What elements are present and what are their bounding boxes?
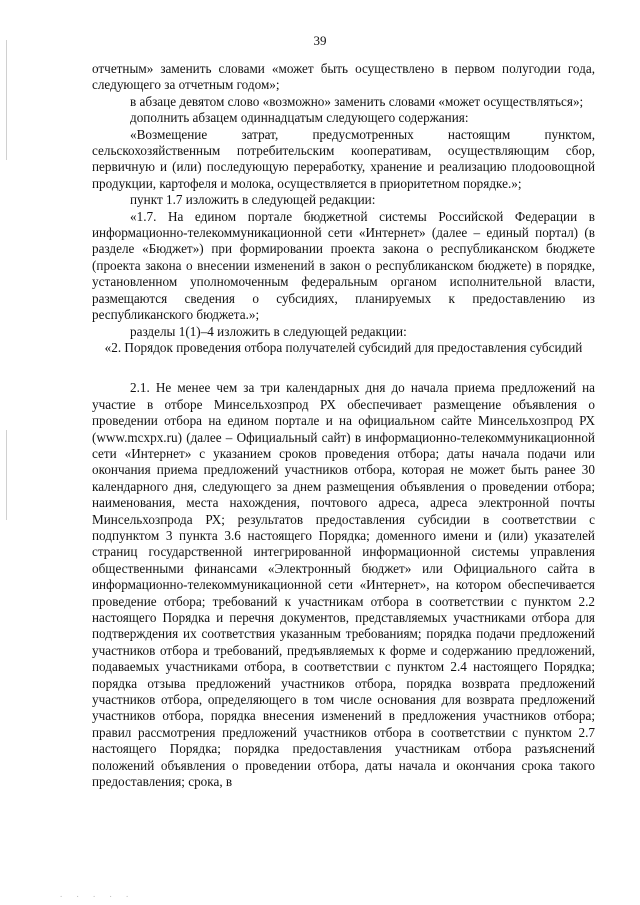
section-gap [92,356,595,380]
paragraph-2-1: 2.1. Не менее чем за три календарных дня до начала приема предложений на участие в отборе Минсельхозпрод РХ обеспечивает размещение объявления о проведении отбора на едином портале и на официальном сайте Минсельхозпрод РХ (www.mcxpx.ru) (далее – Официальный сайт) в информационно-телекоммуникационной сети «Интернет» с указанием сроков проведения отбора; даты начала подачи или окончания приема предложений участников отбора, которая не может быть ранее 30 календарного дня, следующего за днем размещения объявления о проведении отбора; наименования, места нахождения, почтового адреса, адреса электронной почты Минсельхозпрода РХ; результатов предоставления субсидии в соответствии с подпунктом 3 пункта 3.6 настоящего Порядка; доменного имени и (или) указателей страниц государственной интегрированной информационной системы управления общественными финансами «Электронный бюджет» или Официального сайта в информационно-телекоммуникационной сети «Интернет», на котором обеспечивается проведение отбора; требований к участникам отбора в соответствии с пунктом 2.2 настоящего Порядка и перечня документов, представляемых участниками отбора для подтверждения их соответствия указанным требованиям; порядка подачи предложений участников отбора и требований, предъявляемых к форме и содержанию предложений, подаваемых участниками отбора, в соответствии с пунктом 2.4 настоящего Порядка; порядка отзыва предложений участников отбора, порядка возврата предложений участников отбора, определяющего в том числе основания для возврата предложений участников отбора, порядка внесения изменений в предложения участников отбора; правил рассмотрения предложений участников отбора в соответствии с пунктом 2.7 настоящего Порядка; порядка предоставления участникам отбора разъяснений положений объявления о проведении отбора, даты начала и окончания срока такого предоставления; срока, в [92,380,595,790]
scan-edge-mark [6,430,7,520]
paragraph-5: пункт 1.7 изложить в следующей редакции: [130,192,376,208]
paragraph-2: в абзаце девятом слово «возможно» заменить словами «может осуществляться»; [130,93,584,109]
section-heading: «2. Порядок проведения отбора получателей субсидий для предоставления субсидий [104,339,583,355]
scan-artifact: . . . . . [60,889,135,899]
page-number: 39 [313,33,327,48]
paragraph-1: отчетным» заменить словами «может быть осуществлено в первом полугодии года, следующего за отчетным годом»; [92,61,595,93]
paragraph-7: разделы 1(1)–4 изложить в следующей редакции: [130,323,407,339]
paragraph-4: «Возмещение затрат, предусмотренных настоящим пунктом, сельскохозяйственным потребительским кооперативам, осуществляющим сбор, первичную и (или) последующую переработку, хранение и реализацию плодоовощной продукции, картофеля и молока, осуществляется в приоритетном порядке.»; [92,126,595,191]
paragraph-3: дополнить абзацем одиннадцатым следующего содержания: [130,110,469,126]
document-body [92,61,595,790]
scan-edge-mark [6,40,7,160]
paragraph-6: «1.7. На едином портале бюджетной системы Российской Федерации в информационно-телекоммуникационной сети «Интернет» (далее – единый портал) (в разделе «Бюджет») при формировании проекта закона о республиканском бюджете (проекта закона о внесении изменений в закон о республиканском бюджете) в порядке, установленном уполномоченным федеральным органом исполнительной власти, размещаются сведения о субсидиях, планируемых к предоставлению из республиканского бюджета.»; [92,208,595,323]
